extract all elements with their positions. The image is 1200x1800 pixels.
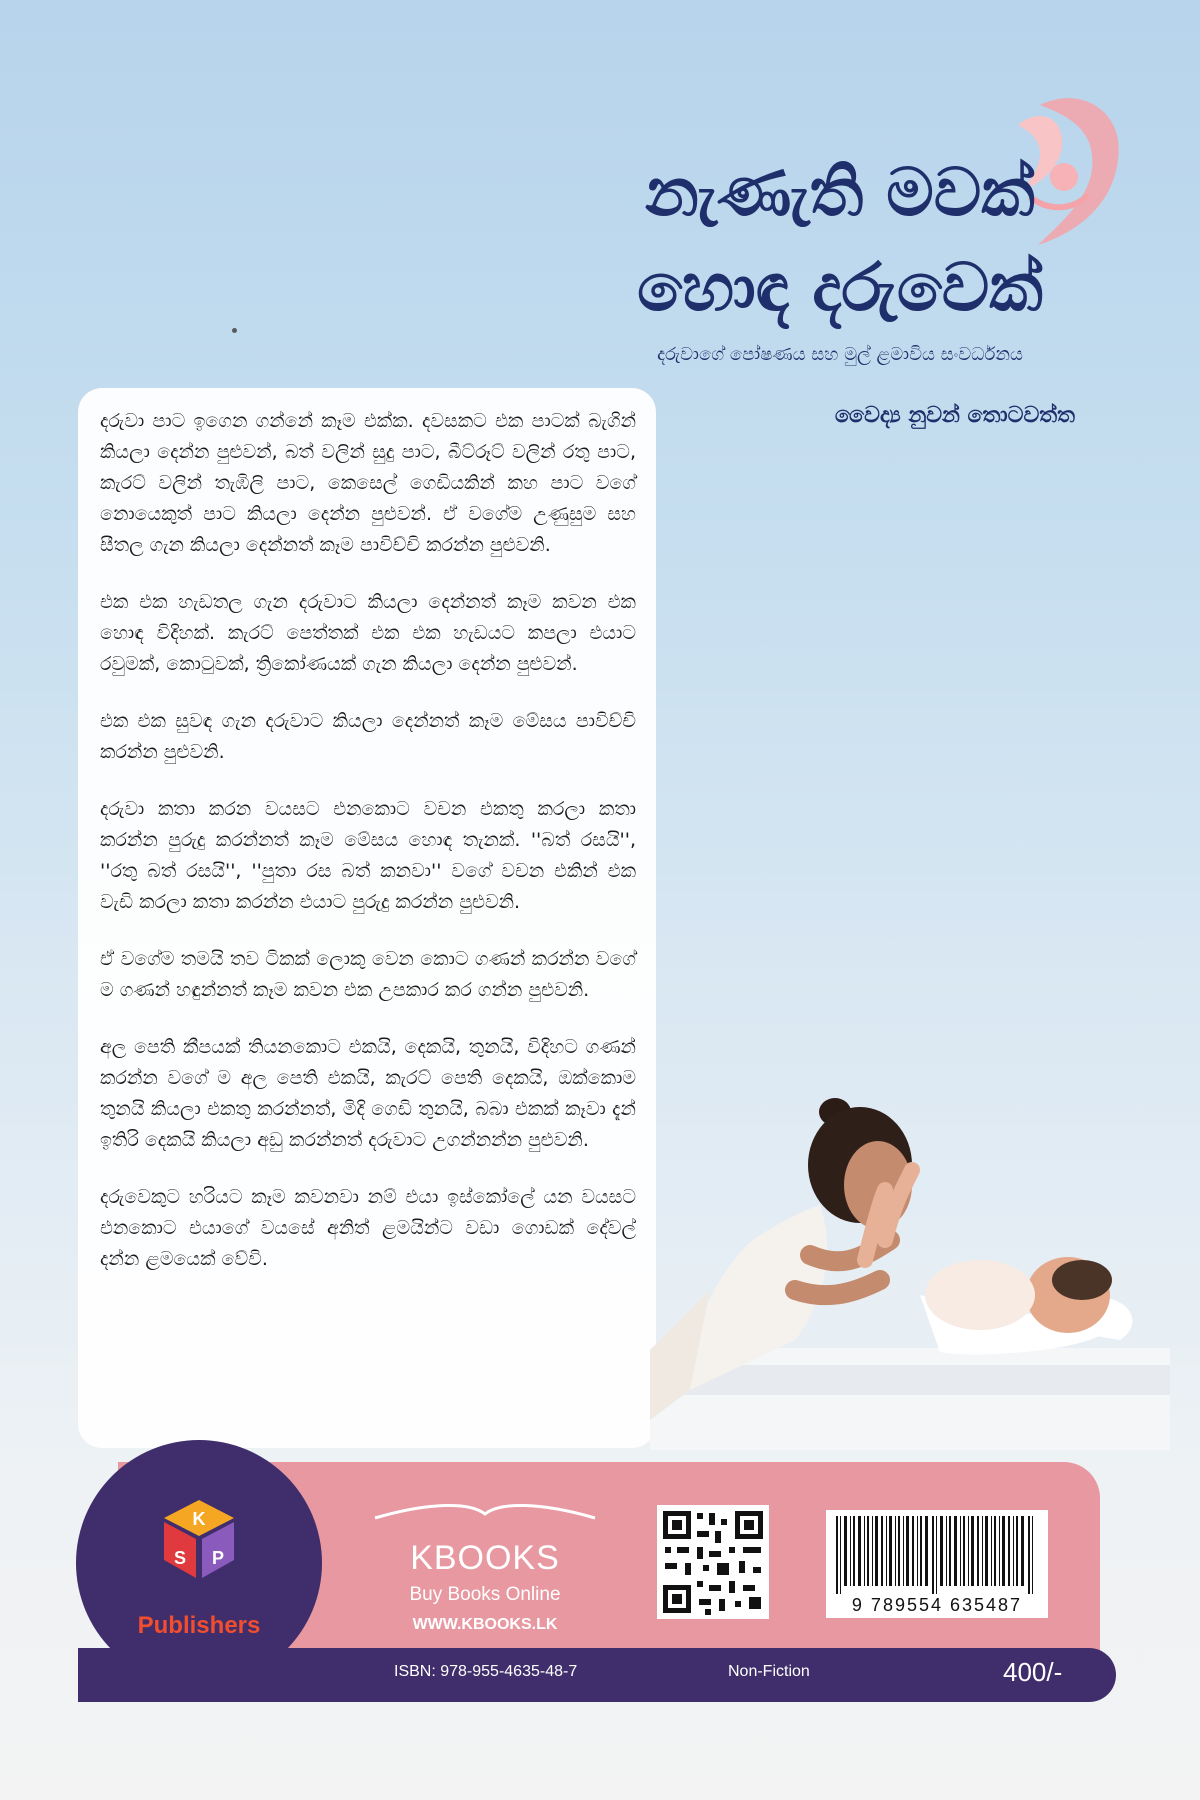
barcode-bars (826, 1510, 1048, 1594)
mother-baby-photo (650, 1090, 1170, 1450)
blurb-text-box (78, 388, 656, 1448)
price-label: 400/- (1003, 1657, 1063, 1687)
blurb-paragraph: දරුවා පාට ඉගෙන ගන්නේ කෑම එක්ක. දවසකට එක පාටක් බැගින් කියලා දෙන්න පුළුවන්, බත් වලින් සුදු පාට, බීට්රූට් වලින් රතු පාට, කැරට් වලින් තැඹිලි පාට, කෙසෙල් ගෙඩියකින් කහ පාට වගේ නොයෙකුත් පාට කියලා දෙන්න පුළුවන්. ඒ වගේම උණුසුම සහ සීතල ගැන කියලා දෙන්නත් කෑම පාවිච්චි කරන්න පුළුවනි. (100, 410, 636, 556)
author-name: වෛද්‍ය නුවන් තොටවත්ත (834, 403, 1075, 428)
book-title-line-1: නැණැති මවක් (645, 154, 1035, 231)
blurb-paragraph: ඒ වගේම තමයි තව ටිකක් ලොකු වෙන කොට ගණන් කරන්න වගේ ම ගණන් හඳුන්නත් කෑම කවන එක උපකාර කර ගන්න පුළුවනි. (100, 948, 636, 1001)
publisher-name: Publishers (137, 1612, 261, 1639)
isbn-barcode (826, 1510, 1048, 1618)
kbooks-title: KBOOKS (410, 1539, 560, 1577)
publisher-letter-s: S (173, 1548, 187, 1568)
blurb-paragraph: එක එක සුවඳ ගැන දරුවාට කියලා දෙන්නත් කෑම මේසය පාවිච්චි කරන්න පුළුවනි. (100, 710, 636, 763)
publisher-cube-icon (76, 1440, 322, 1686)
book-subtitle: දරුවාගේ පෝෂණය සහ මුල් ළමාවිය සංවර්ධනය (657, 344, 1023, 365)
barcode-number: 9 789554 635487 (851, 1595, 1023, 1615)
publisher-letter-p: P (211, 1548, 225, 1568)
blurb-paragraph: දරුවෙකුට හරියට කෑම කවනවා නම් එයා ඉස්කෝලේ යන වයසට එනකොට එයාගේ වයසේ අනිත් ළමයින්ට වඩා ගොඩක් දේවල් දන්න ළමයෙක් වේවි. (100, 1186, 636, 1270)
publisher-logo (76, 1440, 322, 1686)
blurb-paragraph: අල පෙති කීපයක් තියනකොට එකයි, දෙකයි, තුනයි, විදිහට ගණන් කරන්න වගේ ම අල පෙති එකයි, කැරට් පෙති දෙකයි, ඔක්කොම තුනයි කියලා එකතු කරන්නත්, මිදි ගෙඩි තුනයි, බබා එකක් කෑවා දැන් ඉතිරි දෙකයි කියලා අඩු කරන්නත් දරුවාට උගන්නන්න පුළුවනි. (100, 1036, 636, 1151)
genre-label: Non-Fiction (728, 1663, 810, 1680)
kbooks-advert (350, 1500, 620, 1634)
qr-code (657, 1505, 769, 1619)
book-title-line-2: හොඳ දරුවෙක් (637, 249, 1043, 326)
blurb-paragraph: එක එක හැඩතල ගැන දරුවාට කියලා දෙන්නත් කෑම කවන එක හොඳ විදිහක්. කැරට් පෙත්තක් එක එක හැඩයට කපලා එයාට රවුමක්, කොටුවක්, ත්‍රිකෝණයක් ගැන කියලා දෙන්න පුළුවන්. (100, 591, 636, 675)
open-book-icon (370, 1500, 600, 1520)
kbooks-tagline: Buy Books Online (409, 1584, 561, 1605)
speck (232, 328, 237, 333)
publisher-letter-k: K (192, 1509, 206, 1529)
blurb-paragraph: දරුවා කතා කරන වයසට එනකොට වචන එකතු කරලා කතා කරන්න පුරුදු කරන්නත් කෑම මේසය හොඳ තැනක්. ''බත් රසයි'', ''රතු බත් රසයි'', ''පුතා රස බත් කනවා'' වගේ වචන එකින් එක වැඩි කරලා කතා කරන්න එයාට පුරුදු කරන්න පුළුවනි. (100, 798, 636, 913)
kbooks-url: WWW.KBOOKS.LK (412, 1616, 558, 1633)
isbn-text: ISBN: 978-955-4635-48-7 (394, 1663, 578, 1680)
